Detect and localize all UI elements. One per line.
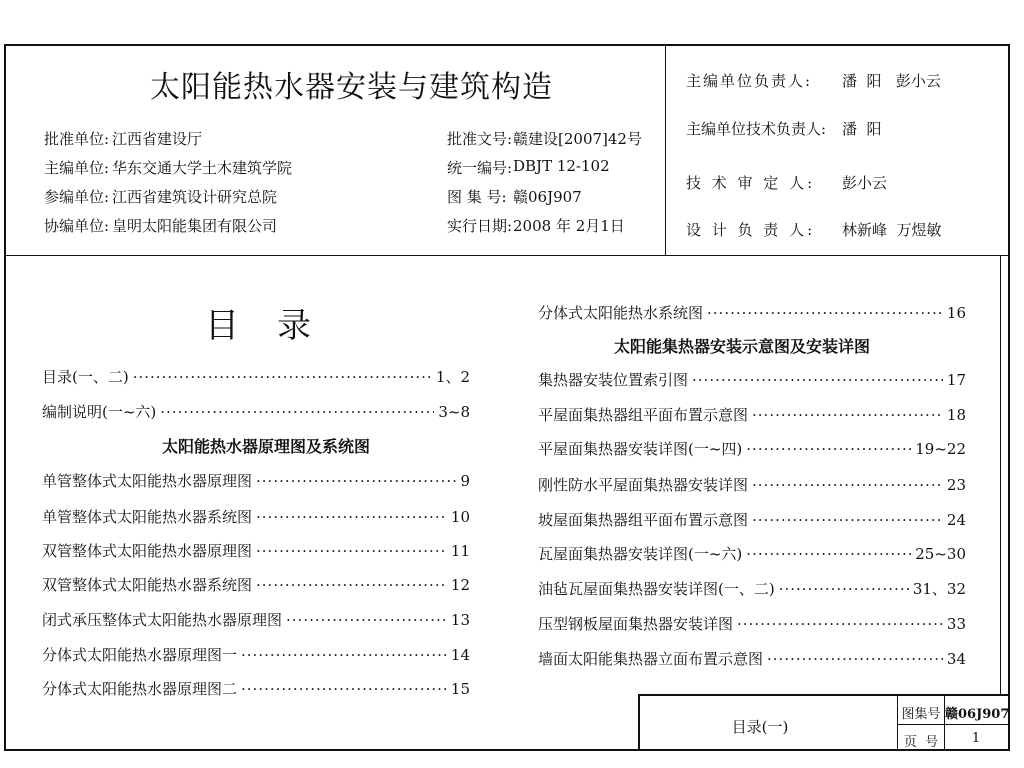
toc-item-label: 双管整体式太阳能热水器原理图 bbox=[42, 542, 253, 560]
toc-item-label: 瓦屋面集热器安装详图(一~六) bbox=[538, 545, 743, 563]
toc-item-label: 分体式太阳能热水系统图 bbox=[538, 304, 704, 322]
toc-leader-dots bbox=[160, 403, 434, 421]
toc-item bbox=[538, 578, 966, 599]
toc-right-border bbox=[1000, 255, 1001, 695]
tech-review: 彭小云 bbox=[842, 174, 888, 192]
toc-leader-dots bbox=[767, 650, 943, 668]
toc-leader-dots bbox=[256, 576, 447, 594]
toc-item bbox=[42, 470, 470, 491]
coedit-unit-label: 协编单位: bbox=[44, 217, 110, 235]
toc-item-label: 双管整体式太阳能热水器系统图 bbox=[42, 576, 253, 594]
toc-item bbox=[42, 401, 470, 422]
toc-item-label: 墙面太阳能集热器立面布置示意图 bbox=[538, 650, 764, 668]
sheet-name: 目录(一) bbox=[731, 718, 789, 736]
participate-unit-label: 参编单位: bbox=[44, 188, 110, 206]
toc-heading: 目录 bbox=[205, 306, 349, 346]
approval-doc-label: 批准文号: bbox=[447, 130, 513, 148]
toc-item-page: 19~22 bbox=[915, 440, 966, 458]
document-title: 太阳能热水器安装与建筑构造 bbox=[150, 70, 553, 105]
participate-unit: 江西省建筑设计研究总院 bbox=[112, 188, 278, 206]
toc-leader-dots bbox=[752, 406, 943, 424]
leader-label: 主编单位负责人: bbox=[686, 72, 813, 90]
toc-leader-dots bbox=[256, 508, 447, 526]
toc-item-page: 24 bbox=[946, 511, 966, 529]
approve-unit-label: 批准单位: bbox=[44, 130, 110, 148]
toc-item-page: 16 bbox=[946, 304, 966, 322]
toc-item-page: 25~30 bbox=[915, 545, 966, 563]
toc-item-label: 油毡瓦屋面集热器安装详图(一、二) bbox=[538, 580, 775, 598]
toc-item bbox=[538, 509, 966, 530]
toc-item-page: 18 bbox=[946, 406, 966, 424]
header-column-divider bbox=[665, 44, 666, 255]
tech-review-label: 技 术 审 定 人: bbox=[686, 174, 816, 192]
toc-item-page: 34 bbox=[946, 650, 966, 668]
atlas-no: 赣06J907 bbox=[513, 188, 582, 206]
toc-item bbox=[538, 302, 966, 323]
toc-item bbox=[538, 543, 966, 564]
page-value: 1 bbox=[971, 731, 981, 746]
toc-item-label: 目录(一、二) bbox=[42, 368, 129, 386]
toc-item-page: 10 bbox=[450, 508, 470, 526]
toc-item-page: 14 bbox=[450, 646, 470, 664]
toc-item bbox=[42, 644, 470, 665]
toc-leader-dots bbox=[707, 304, 943, 322]
toc-leader-dots bbox=[286, 611, 447, 629]
tech-leader: 潘 阳 bbox=[842, 120, 882, 138]
toc-item-label: 单管整体式太阳能热水器系统图 bbox=[42, 508, 253, 526]
toc-item bbox=[538, 438, 966, 459]
atlas-no-label: 图 集 号: bbox=[447, 188, 507, 206]
toc-leader-dots bbox=[692, 371, 943, 389]
toc-item bbox=[42, 506, 470, 527]
titleblock-row-divider bbox=[897, 724, 1010, 725]
toc-leader-dots bbox=[737, 615, 943, 633]
toc-item-label: 闭式承压整体式太阳能热水器原理图 bbox=[42, 611, 283, 629]
toc-item bbox=[538, 369, 966, 390]
toc-leader-dots bbox=[746, 545, 911, 563]
coedit-unit: 皇明太阳能集团有限公司 bbox=[112, 217, 278, 235]
effective-date-label: 实行日期: bbox=[447, 217, 513, 235]
toc-leader-dots bbox=[256, 542, 447, 560]
toc-item-label: 平屋面集热器安装详图(一~四) bbox=[538, 440, 743, 458]
toc-leader-dots bbox=[241, 646, 447, 664]
design-leader-label: 设 计 负 责 人: bbox=[686, 221, 816, 239]
toc-item bbox=[42, 574, 470, 595]
toc-item-page: 31、32 bbox=[912, 580, 966, 598]
toc-leader-dots bbox=[241, 680, 447, 698]
toc-leader-dots bbox=[752, 476, 943, 494]
toc-item-page: 15 bbox=[450, 680, 470, 698]
page-label: 页 号 bbox=[903, 735, 939, 750]
toc-item-page: 12 bbox=[450, 576, 470, 594]
toc-item-page: 33 bbox=[946, 615, 966, 633]
toc-item-page: 13 bbox=[450, 611, 470, 629]
toc-item-label: 分体式太阳能热水器原理图一 bbox=[42, 646, 238, 664]
toc-item bbox=[538, 404, 966, 425]
toc-item-page: 3~8 bbox=[438, 403, 470, 421]
approve-unit: 江西省建设厅 bbox=[112, 130, 203, 148]
atlas-value: 赣06J907 bbox=[945, 707, 1010, 722]
approval-doc: 赣建设[2007]42号 bbox=[513, 130, 642, 148]
toc-leader-dots bbox=[752, 511, 943, 529]
toc-leader-dots bbox=[746, 440, 911, 458]
atlas-label: 图集号 bbox=[901, 707, 941, 722]
toc-leader-dots bbox=[779, 580, 909, 598]
header-divider bbox=[4, 255, 1010, 256]
toc-item bbox=[42, 366, 470, 387]
toc-item-label: 坡屋面集热器组平面布置示意图 bbox=[538, 511, 749, 529]
design-leader: 林新峰 万煜敏 bbox=[842, 221, 942, 239]
chief-unit: 华东交通大学土木建筑学院 bbox=[112, 159, 293, 177]
unified-no: DBJT 12-102 bbox=[513, 157, 610, 175]
effective-date: 2008 年 2月1日 bbox=[513, 217, 625, 235]
toc-leader-dots bbox=[133, 368, 432, 386]
toc-item-label: 单管整体式太阳能热水器原理图 bbox=[42, 472, 253, 490]
toc-item-page: 23 bbox=[946, 476, 966, 494]
toc-item bbox=[538, 613, 966, 634]
toc-item-label: 刚性防水平屋面集热器安装详图 bbox=[538, 476, 749, 494]
toc-item bbox=[42, 678, 470, 699]
titleblock-top-border bbox=[638, 694, 1010, 696]
toc-item-label: 编制说明(一~六) bbox=[42, 403, 157, 421]
toc-item-label: 压型钢板屋面集热器安装详图 bbox=[538, 615, 734, 633]
toc-item-page: 17 bbox=[946, 371, 966, 389]
toc-item bbox=[538, 648, 966, 669]
toc-item bbox=[42, 609, 470, 630]
titleblock-left-border bbox=[638, 694, 640, 751]
toc-leader-dots bbox=[256, 472, 456, 490]
tech-leader-label: 主编单位技术负责人: bbox=[686, 120, 827, 138]
toc-item-page: 9 bbox=[460, 472, 470, 490]
section-heading-install: 太阳能集热器安装示意图及安装详图 bbox=[614, 337, 871, 356]
toc-item-label: 分体式太阳能热水器原理图二 bbox=[42, 680, 238, 698]
toc-item-page: 1、2 bbox=[435, 368, 470, 386]
toc-item-label: 平屋面集热器组平面布置示意图 bbox=[538, 406, 749, 424]
chief-unit-label: 主编单位: bbox=[44, 159, 110, 177]
leader: 潘 阳 彭小云 bbox=[842, 72, 941, 90]
unified-no-label: 统一编号: bbox=[447, 159, 513, 177]
toc-item bbox=[42, 540, 470, 561]
section-heading-principle: 太阳能热水器原理图及系统图 bbox=[162, 437, 371, 456]
toc-item-label: 集热器安装位置索引图 bbox=[538, 371, 689, 389]
toc-item-page: 11 bbox=[450, 542, 470, 560]
toc-item bbox=[538, 474, 966, 495]
